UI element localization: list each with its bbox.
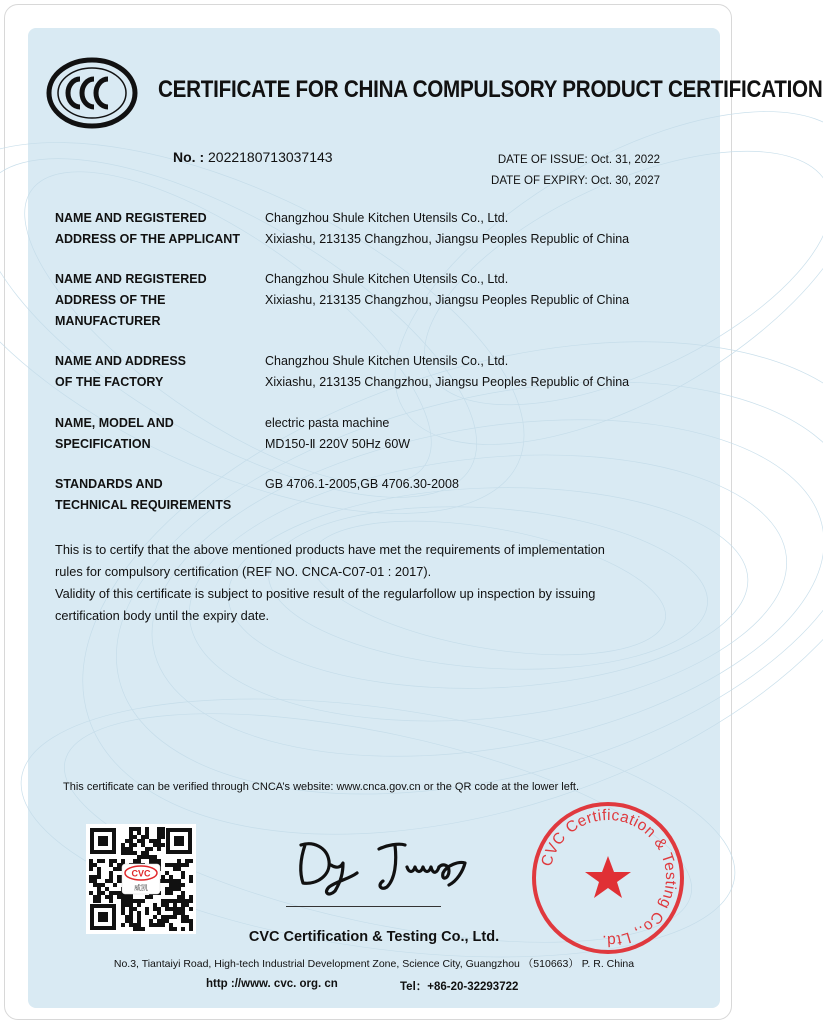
- issue-date-row: [491, 150, 660, 171]
- certificate-frame: [4, 4, 823, 1020]
- model-label-line: SPECIFICATION: [55, 437, 151, 451]
- qr-code-icon[interactable]: [86, 824, 196, 934]
- qr-badge-text: CVC: [131, 868, 151, 879]
- product-specification: MD150-Ⅱ 220V 50Hz 60W: [265, 437, 411, 451]
- manufacturer-label-line: NAME AND REGISTERED: [55, 272, 207, 286]
- expiry-date-row: [491, 171, 660, 192]
- model-value: [265, 413, 705, 455]
- issue-date-label: DATE OF ISSUE:: [497, 154, 588, 166]
- manufacturer-name: Changzhou Shule Kitchen Utensils Co., Ltd.: [265, 272, 509, 286]
- applicant-label: [55, 208, 265, 250]
- product-name: electric pasta machine: [265, 416, 390, 430]
- certification-statement: [55, 539, 695, 627]
- manufacturer-label-line: MANUFACTURER: [55, 314, 161, 328]
- certificate-number-value: 2022180713037143: [208, 149, 333, 165]
- factory-address: Xixiashu, 213135 Changzhou, Jiangsu Peoples Republic of China: [265, 375, 630, 389]
- certificate-card: [28, 28, 823, 1008]
- ccc-logo-icon: [46, 57, 138, 129]
- certificate-number: [173, 149, 333, 165]
- issuer-telephone: Tel：+86-20-32293722: [400, 981, 519, 993]
- manufacturer-label-line: ADDRESS OF THE: [55, 293, 166, 307]
- applicant-value: [265, 208, 705, 250]
- applicant-name: Changzhou Shule Kitchen Utensils Co., Ltd.: [265, 211, 509, 225]
- standards-label-line: TECHNICAL REQUIREMENTS: [55, 498, 232, 512]
- expiry-date-value: Oct. 30, 2027: [590, 175, 660, 187]
- signature-image: [283, 823, 483, 913]
- manufacturer-label: [55, 269, 265, 332]
- applicant-label-line: NAME AND REGISTERED: [55, 211, 207, 225]
- factory-name: Changzhou Shule Kitchen Utensils Co., Ltd.: [265, 354, 509, 368]
- standards-value: [265, 474, 705, 495]
- signature-line: [286, 906, 441, 907]
- statement-line: This is to certify that the above mentioned products have met the requirements of implementation: [55, 542, 605, 557]
- factory-value: [265, 351, 705, 393]
- factory-label-line: OF THE FACTORY: [55, 375, 164, 389]
- statement-line: certification body until the expiry date.: [55, 608, 270, 623]
- statement-line: rules for compulsory certification (REF NO. CNCA-C07-01 : 2017).: [55, 564, 432, 579]
- model-label-line: NAME, MODEL AND: [55, 416, 174, 430]
- manufacturer-value: [265, 269, 705, 311]
- certificate-number-label: No. :: [173, 149, 205, 165]
- manufacturer-address: Xixiashu, 213135 Changzhou, Jiangsu Peoples Republic of China: [265, 293, 630, 307]
- standards-list: GB 4706.1-2005,GB 4706.30-2008: [265, 477, 459, 491]
- issuer-company-name: CVC Certification & Testing Co., Ltd.: [248, 929, 500, 945]
- applicant-address: Xixiashu, 213135 Changzhou, Jiangsu Peoples Republic of China: [265, 232, 630, 246]
- standards-label-line: STANDARDS AND: [55, 477, 163, 491]
- seal-text: CVC Certification & Testing Co., Ltd.: [538, 806, 680, 950]
- statement-line: Validity of this certificate is subject to positive result of the regularfollow up inspection by issuing: [55, 586, 596, 601]
- standards-label: [55, 474, 265, 516]
- certificate-title: CERTIFICATE FOR CHINA COMPULSORY PRODUCT CERTIFICATION: [158, 76, 823, 103]
- verification-note: This certificate can be verified through CNCA’s website: www.cnca.gov.cn or the QR code at the lower left.: [63, 781, 580, 793]
- qr-badge-sub: 威凯: [134, 884, 148, 892]
- issuer-website[interactable]: http ://www. cvc. org. cn: [206, 978, 338, 990]
- model-label: [55, 413, 265, 455]
- issuer-address: No.3, Tiantaiyi Road, High-tech Industrial Development Zone, Science City, Guangzhou （510663） P. R. China: [113, 958, 635, 970]
- factory-label: [55, 351, 265, 393]
- applicant-label-line: ADDRESS OF THE APPLICANT: [55, 232, 240, 246]
- issue-date-value: Oct. 31, 2022: [590, 154, 660, 166]
- certificate-dates: [491, 150, 660, 192]
- factory-label-line: NAME AND ADDRESS: [55, 354, 187, 368]
- expiry-date-label: DATE OF EXPIRY:: [491, 175, 588, 187]
